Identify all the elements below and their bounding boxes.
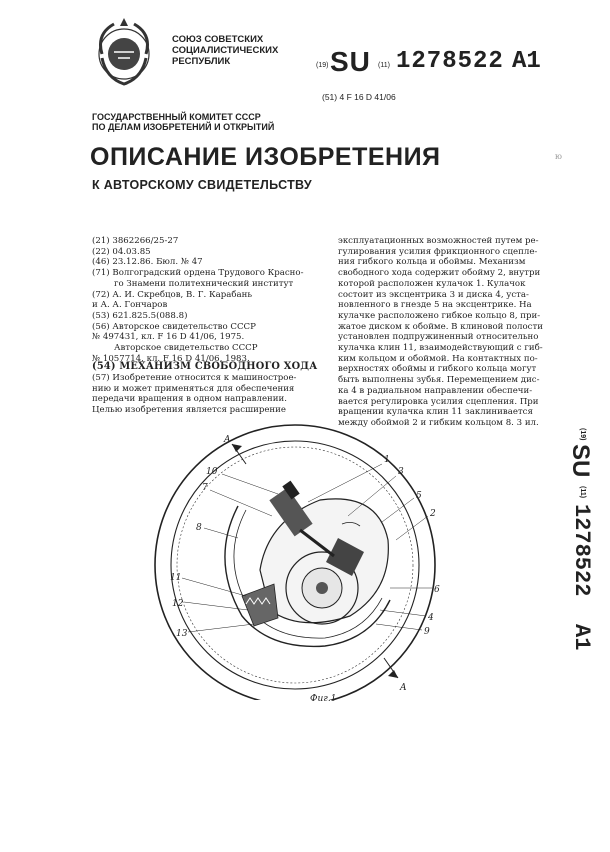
committee-line-2: ПО ДЕЛАМ ИЗОБРЕТЕНИЙ И ОТКРЫТИЙ xyxy=(92,122,275,132)
abstract-line: ка 4 в радиальном направлении обеспечи- xyxy=(338,385,533,396)
bib-line: го Знамени политехнический институт xyxy=(114,278,294,289)
bib-line: (72) А. И. Скребцов, В. Г. Карабань xyxy=(92,289,253,300)
shaft-center xyxy=(316,582,328,594)
committee-line-1: ГОСУДАРСТВЕННЫЙ КОМИТЕТ СССР xyxy=(92,112,261,122)
ussr-emblem xyxy=(88,14,160,90)
label-13: 13 xyxy=(176,629,188,639)
bib-line: (53) 621.825.5(088.8) xyxy=(92,310,188,321)
side-kind-code: A1 xyxy=(569,624,594,651)
section-label-a-top: A xyxy=(224,435,231,445)
abstract-line: кулачка клин 11, взаимодействующий с гиб- xyxy=(338,343,543,354)
abstract xyxy=(92,373,324,416)
abstract-line: гулирования усилия фрикционного сцепле- xyxy=(338,246,538,257)
abstract-line: которой расположен кулачок 1. Кулачок xyxy=(338,278,526,289)
ipc-classification: (51) 4 F 16 D 41/06 xyxy=(322,92,396,102)
abstract-line: Целью изобретения является расширение xyxy=(92,405,286,416)
bib-line: № 1057714, кл. F 16 D 41/06, 1983. xyxy=(92,353,250,364)
abstract-line: вается регулировка усилия сцепления. При xyxy=(338,396,539,407)
abstract-line: ния гибкого кольца и обоймы. Механизм xyxy=(338,257,526,268)
abstract-line: установлен подпружиненный относительно xyxy=(338,332,539,343)
abstract-line: верхностях обоймы и гибкого кольца могут xyxy=(338,364,537,375)
abstract-line: свободного хода содержит обойму 2, внутри xyxy=(338,268,541,279)
bib-line: (46) 23.12.86. Бюл. № 47 xyxy=(92,257,203,268)
abstract-line: эксплуатационных возможностей путем ре- xyxy=(338,236,539,246)
side-inid-19: (19) xyxy=(579,428,586,441)
union-line-3: РЕСПУБЛИК xyxy=(172,56,231,67)
bib-line: (71) Волгоградский ордена Трудового Красно- xyxy=(92,268,304,279)
bib-line: (21) 3862266/25-27 xyxy=(92,236,179,246)
bibliographic-data xyxy=(92,236,322,364)
patent-number-line xyxy=(316,46,556,76)
union-name xyxy=(172,34,278,67)
arrow-bottom-icon xyxy=(388,670,398,678)
bib-line: и А. А. Гончаров xyxy=(92,300,168,311)
margin-mark: ю xyxy=(555,152,562,161)
label-4: 4 xyxy=(428,613,434,623)
bib-line: Авторское свидетельство СССР xyxy=(114,343,258,354)
document-title: ОПИСАНИЕ ИЗОБРЕТЕНИЯ xyxy=(90,143,441,171)
patent-number: 1278522 xyxy=(396,48,504,75)
wedge xyxy=(242,584,278,626)
invention-title: (54) МЕХАНИЗМ СВОБОДНОГО ХОДА xyxy=(92,361,318,372)
label-5: 5 xyxy=(416,491,422,501)
section-label-a-bottom: A xyxy=(400,683,407,693)
abstract-line: кулачке расположено гибкое кольцо 8, при- xyxy=(338,310,541,321)
label-12: 12 xyxy=(172,599,184,609)
label-2: 2 xyxy=(430,509,436,519)
document-subtitle: К АВТОРСКОМУ СВИДЕТЕЛЬСТВУ xyxy=(92,178,312,192)
abstract-continued xyxy=(338,236,546,429)
committee xyxy=(92,112,274,132)
abstract-line: новленного в гнезде 5 на эксцентрике. На xyxy=(338,300,532,311)
abstract-line: передачи вращения в одном направлении. xyxy=(92,394,287,405)
bib-line: (22) 04.03.85 xyxy=(92,246,151,257)
abstract-line: жатое диском к обойме. В клиновой полости xyxy=(338,321,543,332)
side-patent-number xyxy=(560,428,600,688)
figure-caption: Фиг.1 xyxy=(310,694,337,704)
label-9: 9 xyxy=(424,627,430,637)
label-10: 10 xyxy=(206,467,218,477)
abstract-line: (57) Изобретение относится к машинострое- xyxy=(92,373,297,383)
kind-code: A1 xyxy=(512,48,541,75)
bib-line: № 497431, кл. F 16 D 41/06, 1975. xyxy=(92,332,245,343)
abstract-line: состоит из эксцентрика 3 и диска 4, уста- xyxy=(338,289,529,300)
label-8: 8 xyxy=(196,523,202,533)
bib-line: (56) Авторское свидетельство СССР xyxy=(92,321,256,332)
country-code: SU xyxy=(330,46,371,77)
label-11: 11 xyxy=(170,573,182,583)
mechanism-drawing xyxy=(150,420,450,700)
abstract-line: между обоймой 2 и гибким кольцом 8. 3 ил. xyxy=(338,417,539,428)
side-country-code: SU xyxy=(567,444,594,478)
arrow-top-icon xyxy=(232,444,242,452)
inid-19: (19) xyxy=(316,62,329,69)
abstract-line: нию и может применяться для обеспечения xyxy=(92,383,295,394)
side-inid-11: (11) xyxy=(579,486,586,499)
abstract-line: быть выполнены зубья. Перемещением дис- xyxy=(338,375,540,386)
label-1: 1 xyxy=(384,455,390,465)
label-3: 3 xyxy=(398,467,404,477)
union-line-1: СОЮЗ СОВЕТСКИХ xyxy=(172,34,264,45)
inid-11: (11) xyxy=(378,62,390,69)
label-6: 6 xyxy=(434,585,440,595)
union-line-2: СОЦИАЛИСТИЧЕСКИХ xyxy=(172,45,279,56)
side-number: 1278522 xyxy=(569,504,594,597)
abstract-line: ким кольцом и обоймой. На контактных по- xyxy=(338,353,538,364)
label-7: 7 xyxy=(202,483,208,493)
abstract-line: вращении кулачка клин 11 заклинивается xyxy=(338,407,533,418)
